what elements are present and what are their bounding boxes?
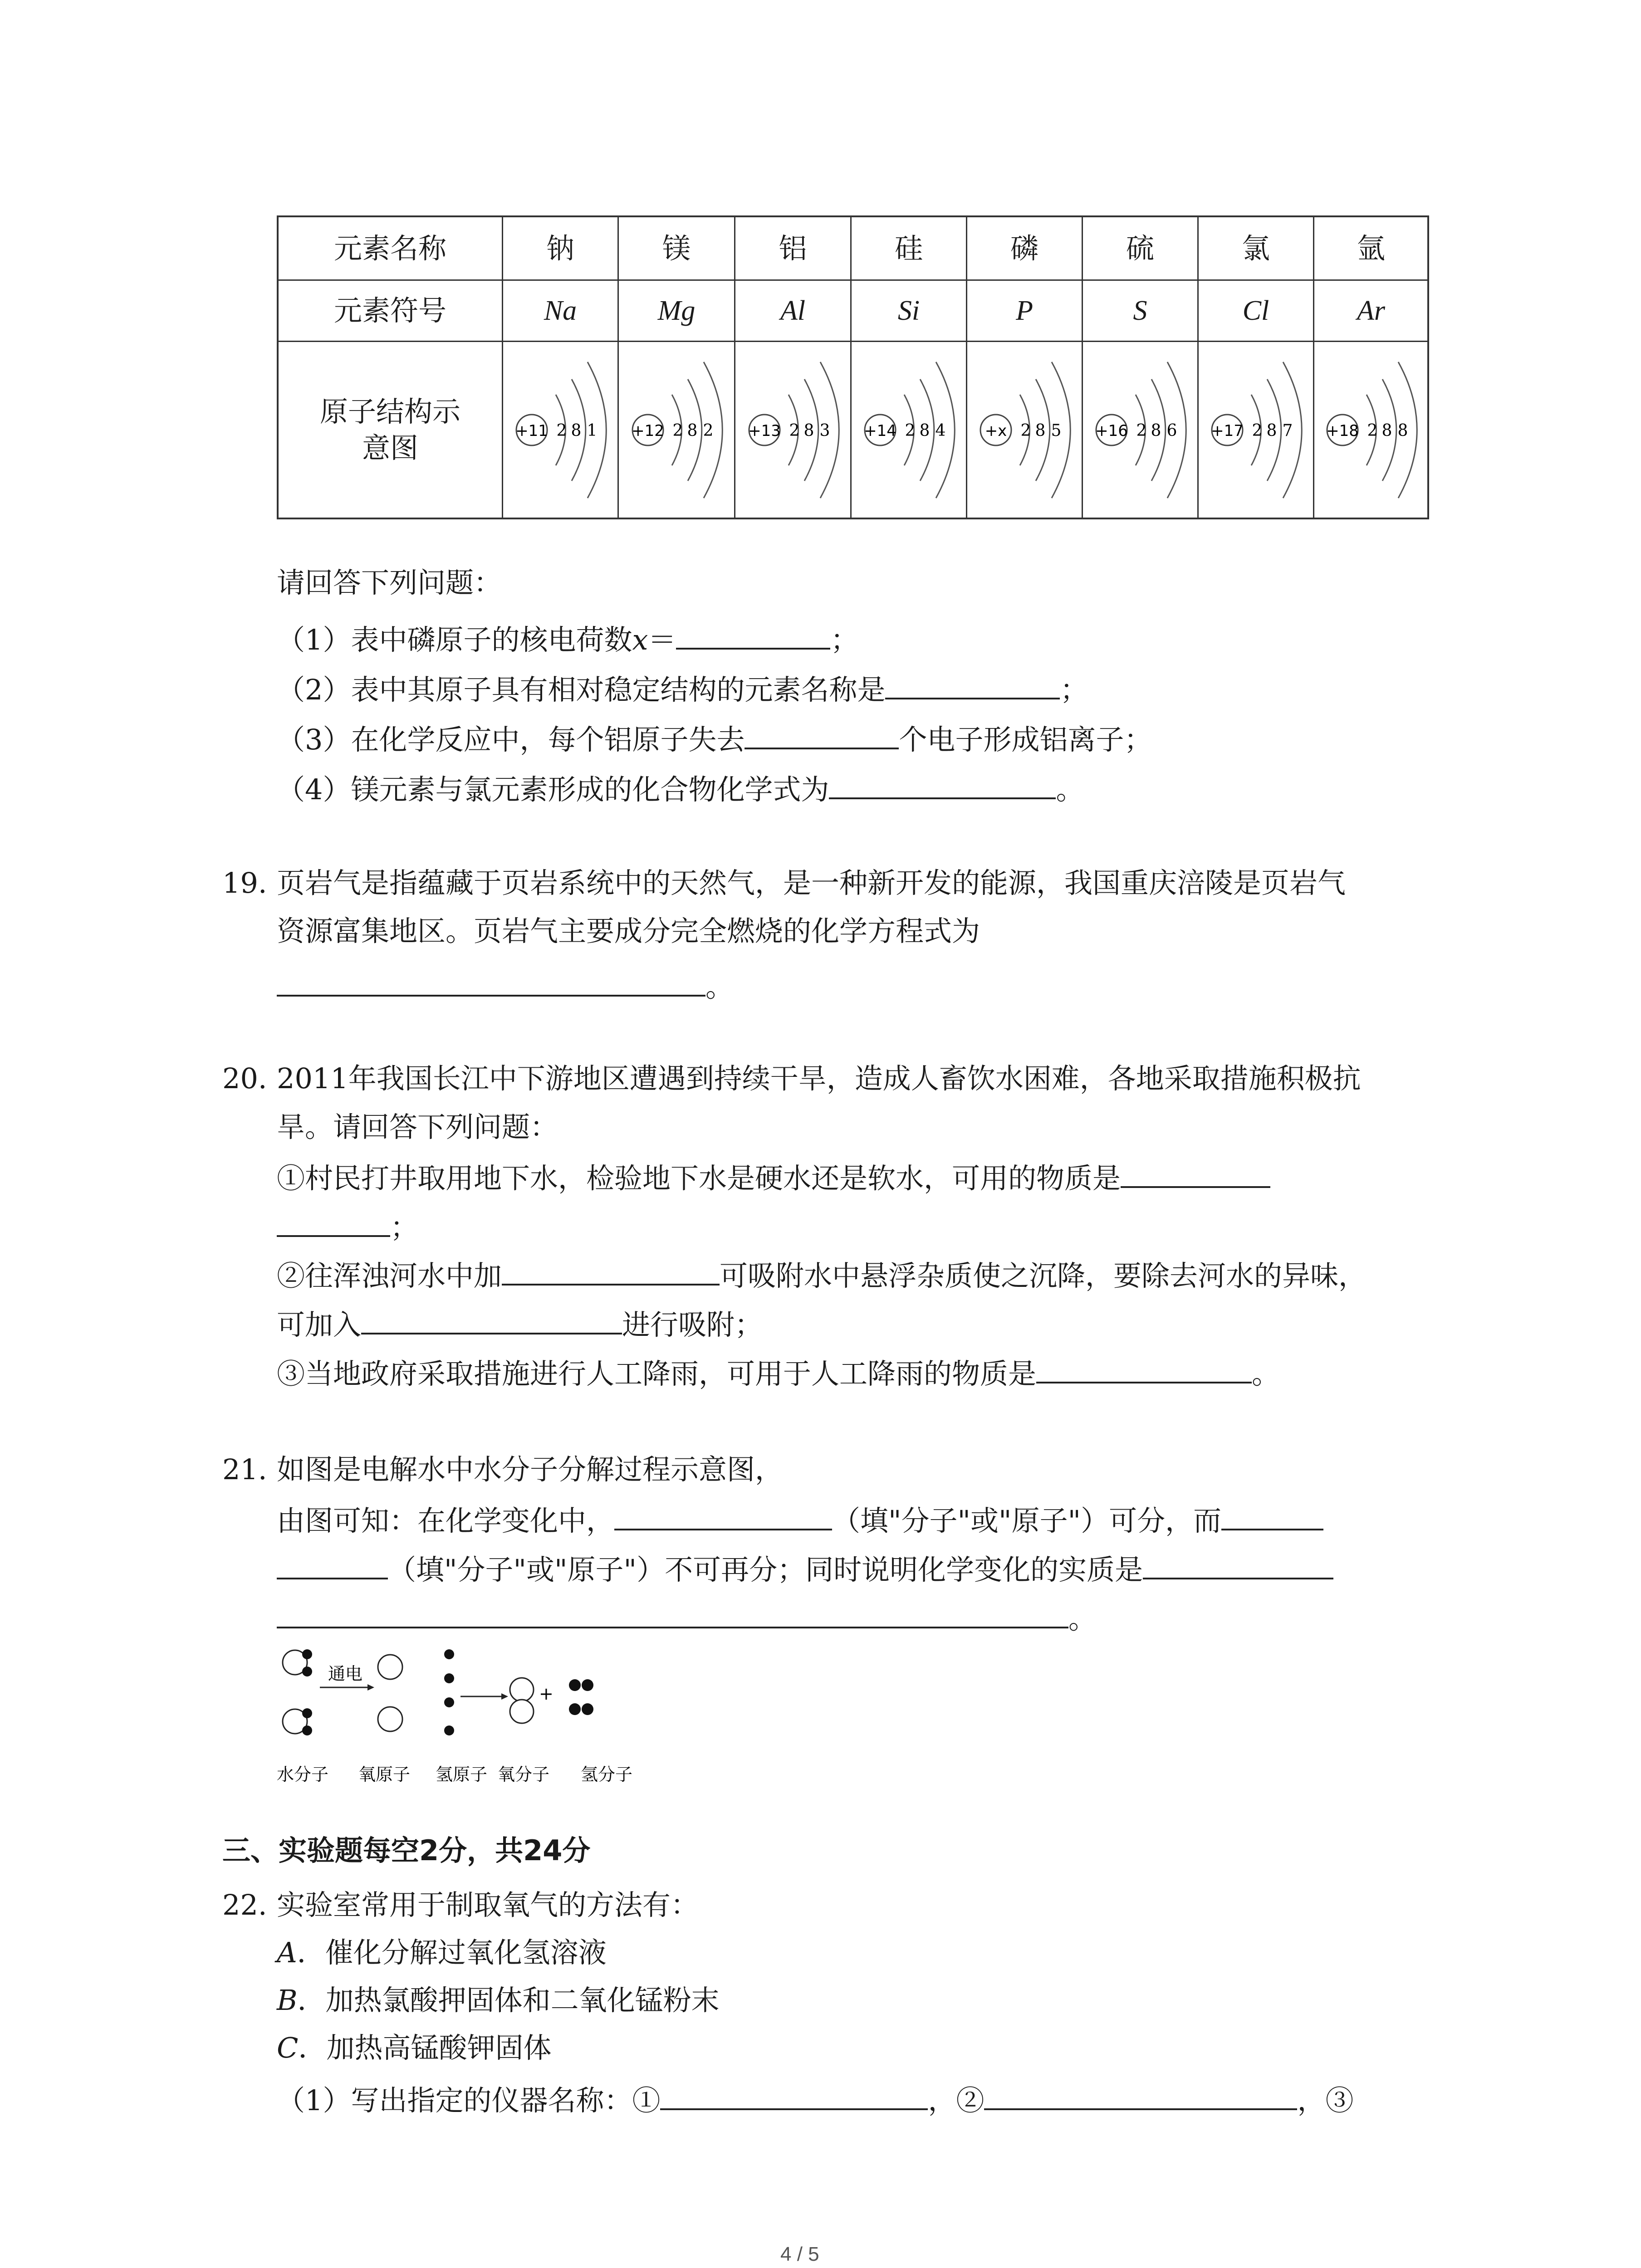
atom-structure-cell (1083, 342, 1199, 518)
answer-blank[interactable] (614, 1502, 832, 1530)
oxygen-molecule (510, 1678, 534, 1723)
table-row-symbols (279, 281, 1427, 342)
q21-line2-rest: （填"分子"或"原子"）可分，而 (832, 1504, 1222, 1537)
element-symbol: S (1083, 281, 1199, 341)
q18-part3-text: （3）在化学反应中，每个铝原子失去 (277, 723, 745, 756)
option-letter: B (277, 1984, 298, 2017)
nucleus-charge: +17 (1211, 422, 1244, 440)
atom-structure-diagram (1088, 355, 1192, 505)
q18-equals: ＝ (648, 623, 676, 656)
q22-option-c (277, 2032, 551, 2064)
row-label: 元素名称 (279, 217, 503, 279)
atom-structure-diagram (972, 355, 1077, 505)
shell-electron-count: 5 (1051, 421, 1062, 440)
q18-part3 (277, 721, 1152, 756)
q20-line1: 2011年我国长江中下游地区遭遇到持续干旱，造成人畜饮水困难，各地采取措施积极抗 (277, 1062, 1361, 1095)
element-name: 磷 (967, 217, 1083, 279)
nucleus-charge: +13 (748, 422, 781, 440)
shell-electron-count: 2 (1367, 421, 1378, 440)
q20-item1 (277, 1160, 1270, 1194)
element-name: 硫 (1083, 217, 1199, 279)
q21-end: 。 (1068, 1602, 1097, 1635)
answer-blank[interactable] (1036, 1355, 1252, 1383)
atom-structure-cell (852, 342, 967, 518)
shell-electron-count: 3 (819, 421, 830, 440)
option-text: ．加热氯酸押固体和二氧化锰粉末 (297, 1984, 720, 2017)
q22-option-a (277, 1937, 607, 1969)
q22-circle-3: ③ (1325, 2084, 1354, 2117)
q18-part3-end: 个电子形成铝离子； (899, 723, 1152, 756)
element-table (277, 215, 1429, 519)
atom-structure-diagram (741, 355, 845, 505)
shell-electron-count: 6 (1166, 421, 1177, 440)
q18-part2-end: ； (1060, 673, 1088, 706)
q21-number: 21. (222, 1453, 267, 1486)
q19-line1: 页岩气是指蕴藏于页岩系统中的天然气，是一种新开发的能源，我国重庆涪陵是页岩气 (277, 866, 1346, 899)
separator: ， (1297, 2084, 1326, 2117)
figure-label: 水分子 (277, 1765, 329, 1784)
shell-electron-count: 2 (1252, 421, 1263, 440)
q18-part4 (277, 771, 1084, 806)
atom-structure-cell (619, 342, 735, 518)
row-label (279, 342, 503, 518)
row-label-text: 原子结构示意图 (319, 395, 460, 464)
atom-structure-diagram (857, 355, 961, 505)
electrolysis-figure (274, 1644, 665, 1794)
atom-structure-cell (503, 342, 619, 518)
hydrogen-atom (444, 1649, 454, 1659)
element-name: 氯 (1199, 217, 1314, 279)
nucleus-charge: +12 (632, 422, 664, 440)
element-name: 氩 (1357, 231, 1385, 265)
shell-electron-count: 8 (1035, 421, 1046, 440)
shell-electron-count: 7 (1282, 421, 1293, 440)
table-row-names (279, 217, 1427, 281)
atom-structure-diagram (1204, 355, 1308, 505)
hydrogen-atom (444, 1725, 454, 1735)
shell-electron-count: 2 (672, 421, 683, 440)
answer-blank[interactable] (676, 621, 830, 650)
q22-number: 22. (222, 1888, 267, 1921)
q18-part1-text: （1）表中磷原子的核电荷数 (277, 623, 632, 656)
nucleus-charge: +14 (864, 422, 896, 440)
shell-electron-count: 8 (571, 421, 582, 440)
reaction-arrow (320, 1684, 374, 1691)
shell-electron-count: 1 (587, 421, 598, 440)
element-symbol: Si (852, 281, 967, 341)
q22-intro: 实验室常用于制取氧气的方法有： (277, 1888, 699, 1921)
oxygen-atom (378, 1655, 402, 1679)
q20-item3-end: 。 (1252, 1357, 1280, 1390)
element-name: 镁 (619, 217, 735, 279)
q21-line2-text: 由图可知：在化学变化中， (277, 1504, 615, 1537)
shell-electron-count: 8 (1266, 421, 1277, 440)
page-number: 4 / 5 (780, 2243, 819, 2265)
figure-label: 氧分子 (498, 1765, 550, 1784)
q21-line4 (277, 1600, 1097, 1635)
q21-line2 (277, 1502, 1323, 1537)
q18-part4-text: （4）镁元素与氯元素形成的化合物化学式为 (277, 773, 829, 806)
element-symbol: Ar (1357, 295, 1385, 326)
element-symbol: Al (735, 281, 852, 341)
answer-blank[interactable] (885, 671, 1060, 699)
answer-blank[interactable] (277, 968, 705, 997)
answer-blank[interactable] (984, 2082, 1297, 2110)
hydrogen-atom (444, 1697, 454, 1707)
q20-item2-end: 进行吸附； (622, 1308, 763, 1341)
shell-electron-count: 8 (803, 421, 814, 440)
water-molecule (283, 1649, 312, 1677)
shell-electron-count: 2 (1020, 421, 1031, 440)
answer-blank[interactable] (1121, 1160, 1270, 1188)
atom-structure-cell (967, 342, 1083, 518)
section-heading: 三、实验题每空2分，共24分 (222, 1834, 591, 1867)
q20-number: 20. (222, 1062, 267, 1095)
q18-part4-end: 。 (1056, 773, 1084, 806)
q18-part2-text: （2）表中其原子具有相对稳定结构的元素名称是 (277, 673, 886, 706)
q18-intro: 请回答下列问题： (277, 566, 502, 599)
shell-electron-count: 2 (905, 421, 916, 440)
reaction-arrow (460, 1693, 508, 1700)
element-name: 铝 (735, 217, 852, 279)
q22-part1-text: （1）写出指定的仪器名称：① (277, 2084, 661, 2117)
shell-electron-count: 2 (703, 421, 714, 440)
element-name: 钠 (503, 217, 619, 279)
q22-option-b (277, 1984, 720, 2016)
answer-blank[interactable] (660, 2082, 928, 2110)
table-row-atoms (279, 342, 1427, 518)
q19-end: 。 (705, 970, 734, 1003)
q19-number: 19. (222, 866, 267, 899)
answer-blank[interactable] (745, 721, 899, 749)
q20-item1-text: ①村民打井取用地下水，检验地下水是硬水还是软水，可用的物质是 (277, 1162, 1121, 1195)
electrolysis-diagram (274, 1644, 665, 1794)
q20-item2-text: ②往浑浊河水中加 (277, 1259, 502, 1292)
answer-blank[interactable] (829, 771, 1056, 799)
figure-label: 氢分子 (581, 1765, 633, 1784)
separator: ， (928, 2084, 956, 2117)
oxygen-atom (378, 1707, 402, 1731)
option-letter: A (277, 1936, 297, 1969)
atom-structure-cell (735, 342, 852, 518)
atom-structure-diagram (624, 355, 729, 505)
q19-answer-line (277, 968, 734, 1003)
hydrogen-molecule (569, 1679, 593, 1691)
figure-label: 氧原子 (358, 1765, 411, 1784)
shell-electron-count: 8 (1397, 421, 1408, 440)
q21-line3 (277, 1551, 1333, 1586)
shell-electron-count: 8 (919, 421, 930, 440)
answer-blank[interactable] (1221, 1502, 1323, 1530)
q20-item1-end: ； (390, 1211, 419, 1244)
q20-item2-rest: 可吸附水中悬浮杂质使之沉降，要除去河水的异味， (720, 1259, 1367, 1292)
element-symbol: P (967, 281, 1083, 341)
q20-item2-cont (277, 1306, 763, 1341)
element-symbol: Na (503, 281, 619, 341)
plus-sign: + (539, 1684, 554, 1704)
row-label: 元素符号 (279, 281, 503, 341)
q22-part1 (277, 2082, 1354, 2116)
water-molecule (283, 1708, 312, 1735)
q20-line2: 旱。请回答下列问题： (277, 1110, 558, 1144)
answer-blank[interactable] (1143, 1551, 1333, 1579)
q21-line3-text: （填"分子"或"原子"）不可再分；同时说明化学变化的实质是 (388, 1553, 1143, 1586)
atom-structure-cell (1199, 342, 1314, 518)
atom-structure-cell (1314, 342, 1428, 518)
answer-blank[interactable] (361, 1306, 622, 1334)
q20-item2 (277, 1257, 1367, 1292)
answer-blank[interactable] (277, 1551, 388, 1579)
hydrogen-atom (444, 1673, 454, 1683)
q18-part1 (277, 621, 858, 656)
q18-part1-end: ； (830, 623, 859, 656)
q20-item3-text: ③当地政府采取措施进行人工降雨，可用于人工降雨的物质是 (277, 1357, 1037, 1390)
q20-item2-cont-text: 可加入 (277, 1308, 362, 1341)
atom-structure-diagram (1319, 355, 1423, 505)
figure-label: 氢原子 (436, 1765, 488, 1784)
q21-line1: 如图是电解水中水分子分解过程示意图， (277, 1453, 784, 1486)
shell-electron-count: 2 (556, 421, 567, 440)
nucleus-charge: +16 (1095, 422, 1128, 440)
q20-item3 (277, 1355, 1280, 1390)
answer-blank[interactable] (502, 1257, 720, 1286)
q18-variable-x: x (632, 623, 648, 656)
option-letter: C (277, 2031, 299, 2064)
q22-circle-2: ② (956, 2084, 985, 2117)
hydrogen-molecule (569, 1703, 593, 1715)
option-text: ．催化分解过氧化氢溶液 (297, 1936, 607, 1969)
answer-blank[interactable] (277, 1600, 1068, 1628)
option-text: ．加热高锰酸钾固体 (298, 2031, 552, 2064)
element-name: 硅 (852, 217, 967, 279)
q20-item1-cont (277, 1209, 418, 1243)
q19-line2: 资源富集地区。页岩气主要成分完全燃烧的化学方程式为 (277, 914, 980, 948)
nucleus-charge: +18 (1326, 422, 1359, 440)
shell-electron-count: 8 (1381, 421, 1392, 440)
element-symbol: Mg (619, 281, 735, 341)
nucleus-charge: +x (985, 422, 1007, 440)
shell-electron-count: 2 (1136, 421, 1147, 440)
shell-electron-count: 4 (935, 421, 946, 440)
element-symbol: Cl (1199, 281, 1314, 341)
shell-electron-count: 8 (1151, 421, 1161, 440)
shell-electron-count: 8 (687, 421, 698, 440)
answer-blank[interactable] (277, 1209, 390, 1237)
arrow-label: 通电 (328, 1664, 363, 1684)
q18-part2 (277, 671, 1088, 706)
shell-electron-count: 2 (789, 421, 799, 440)
nucleus-charge: +11 (515, 422, 548, 440)
atom-structure-diagram (508, 355, 612, 505)
